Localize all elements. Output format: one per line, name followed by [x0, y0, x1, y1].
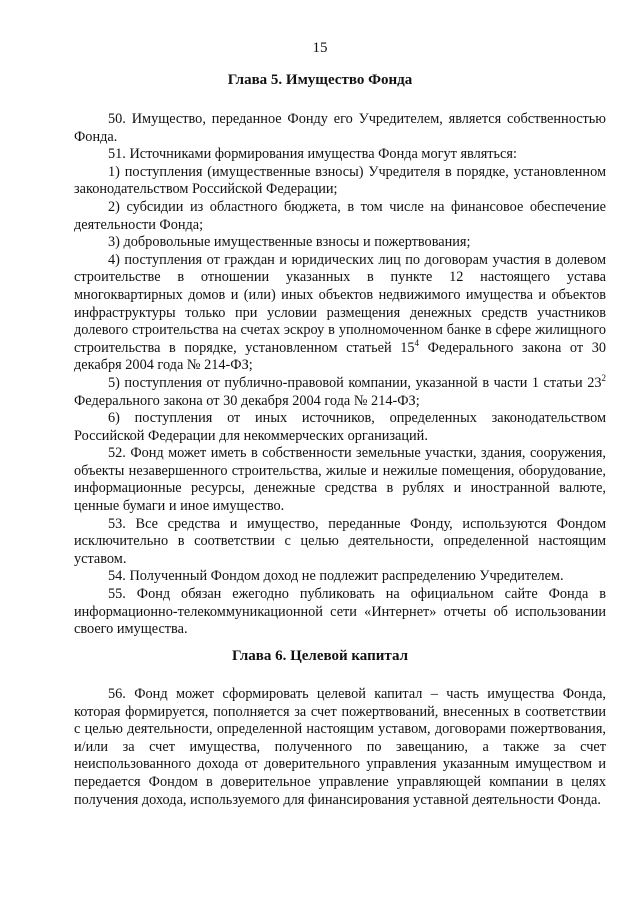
paragraph-51: 51. Источниками формирования имущества Фонда могут являться:: [108, 146, 517, 163]
chapter-5-body: [74, 111, 606, 639]
list-item-6: 6) поступления от иных источников, определенных законодательством Российской Федерации для некоммерческих организаций.: [74, 410, 606, 444]
list-item-1: 1) поступления (имущественные взносы) Учредителя в порядке, установленном законодательством Российской Федерации;: [74, 163, 606, 198]
list-item-4-text-end: Федерального закона от 30 декабря 2004 года № 214-ФЗ;: [74, 339, 606, 374]
paragraph-52: 52. Фонд может иметь в собственности земельные участки, здания, сооружения, объекты незавершенного строительства, жилые и нежилые помещения, оборудование, информационные ресурсы, денежные средства в рублях и иностранной валюте, ценные бумаги и иное имущество.: [74, 445, 606, 515]
article-superscript: 4: [414, 337, 420, 348]
page-number: 15: [312, 40, 328, 56]
chapter-6-body: [74, 686, 606, 809]
paragraph-50: 50. Имущество, переданное Фонду его Учредителем, является собственностью Фонда.: [74, 111, 606, 145]
paragraph-56: 56. Фонд может сформировать целевой капитал – часть имущества Фонда, которая формируется, пополняется за счет пожертвований, внесенных в соответствии с целью деятельности, определенной настоящим уставом, договорами пожертвования, и/или за счет имущества, полученного по завещанию, а также за счет неиспользованного дохода от доверительного управления указанным имуществом и передается Фондом в доверительное управление управляющей компании в целях получения дохода, используемого для финансирования уставной деятельности Фонда.: [74, 686, 606, 808]
list-item-4-text: 4) поступления от граждан и юридических лиц по договорам участия в долевом строительстве в отношении указанных в пункте 12 настоящего устава многоквартирных домов и (или) иных объектов недвижимого имущества и объектов инфраструктуры только при условии размещения денежных средств участников долевого строительства на счетах эскроу в уполномоченном банке в сфере жилищного строительства в порядке, установленном статьей 15: [74, 251, 606, 356]
article-superscript: 2: [601, 373, 606, 384]
list-item-5-text-end: Федерального закона от 30 декабря 2004 года № 214-ФЗ;: [74, 392, 420, 409]
paragraph-55: 55. Фонд обязан ежегодно публиковать на официальном сайте Фонда в информационно-телекоммуникационной сети «Интернет» отчеты об использовании своего имущества.: [74, 586, 606, 638]
list-item-5-text: 5) поступления от публично-правовой компании, указанной в части 1 статьи 23: [108, 374, 602, 391]
paragraph-54: 54. Полученный Фондом доход не подлежит распределению Учредителем.: [108, 568, 564, 585]
chapter-5-heading: Глава 5. Имущество Фонда: [227, 72, 413, 88]
list-item-2: 2) субсидии из областного бюджета, в том числе на финансовое обеспечение деятельности Фонда;: [74, 198, 606, 233]
list-item-5: [74, 375, 606, 410]
chapter-6-heading: Глава 6. Целевой капитал: [231, 648, 408, 664]
list-item-4: [74, 252, 606, 375]
paragraph-53: 53. Все средства и имущество, переданные Фонду, используются Фондом исключительно в соответствии с целью деятельности, определенной настоящим уставом.: [74, 515, 606, 567]
list-item-3: 3) добровольные имущественные взносы и пожертвования;: [108, 234, 471, 251]
